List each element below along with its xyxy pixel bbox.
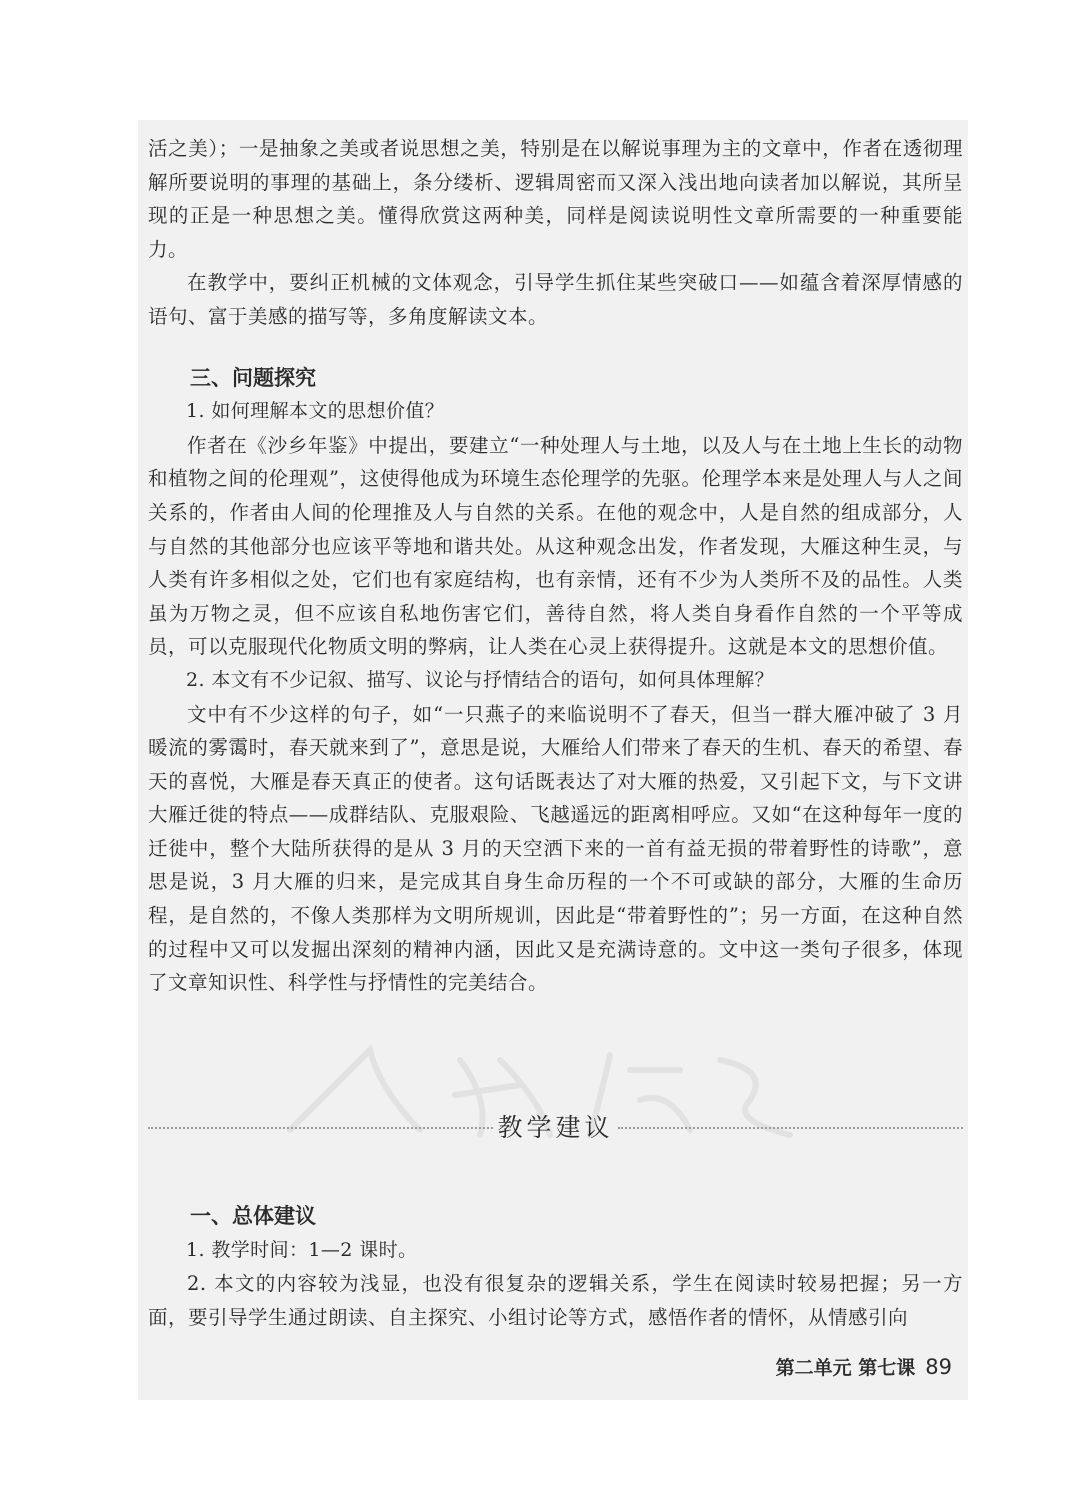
main-text-block xyxy=(148,132,963,1000)
question-2: 2. 本文有不少记叙、描写、议论与抒情结合的语句，如何具体理解？ xyxy=(186,668,774,691)
section-heading-problem-inquiry: 三、问题探究 xyxy=(190,365,316,390)
answer-2: 文中有不少这样的句子，如“一只燕子的来临说明不了春天，但当一群大雁冲破了 3 月暖流的雾霭时，春天就来到了”，意思是说，大雁给人们带来了春天的生机、春天的希望、春天的喜悦，大雁是春天真正的使者。这句话既表达了对大雁的热爱，又引起下文，与下文讲大雁迁徙的特点——成群结队、克服艰险、飞越遥远的距离相呼应。又如“在这种每年一度的迁徙中，整个大陆所获得的是从 3 月的天空洒下来的一首有益无损的带着野性的诗歌”，意思是说，3 月大雁的归来，是完成其自身生命历程的一个不可或缺的部分，大雁的生命历程，是自然的，不像人类那样为文明所规训，因此是“带着野性的”；另一方面，在这种自然的过程中又可以发掘出深刻的精神内涵，因此又是充满诗意的。文中这一类句子很多，体现了文章知识性、科学性与抒情性的完美结合。 xyxy=(148,702,963,995)
section-heading-overall-suggestions: 一、总体建议 xyxy=(190,1204,316,1228)
page-number: 89 xyxy=(925,1355,952,1379)
suggestion-item-1: 1. 教学时间：1—2 课时。 xyxy=(186,1238,418,1261)
footer-unit-label: 第二单元 第七课 xyxy=(775,1357,916,1379)
page-footer xyxy=(776,1352,952,1383)
paragraph-continuation: 活之美）；一是抽象之美或者说思想之美，特别是在以解说事理为主的文章中，作者在透彻理解所要说明的事理的基础上，条分缕析、逻辑周密而又深入浅出地向读者加以解说，其所呈现的正是一种思想之美。懂得欣赏这两种美，同样是阅读说明性文章所需要的一种重要能力。 xyxy=(148,137,963,261)
teaching-suggestions-block xyxy=(148,1200,963,1334)
question-1: 1. 如何理解本文的思想价值？ xyxy=(186,400,445,423)
suggestion-item-2: 2. 本文的内容较为浅显，也没有很复杂的逻辑关系，学生在阅读时较易把握；另一方面，要引导学生通过朗读、自主探究、小组讨论等方式，感悟作者的情怀，从情感引向 xyxy=(148,1272,963,1329)
section-divider xyxy=(148,1108,963,1148)
answer-1: 作者在《沙乡年鉴》中提出，要建立“一种处理人与土地，以及人与在土地上生长的动物和植物之间的伦理观”，这使得他成为环境生态伦理学的先驱。伦理学本来是处理人与人之间关系的，作者由人间的伦理推及人与自然的关系。在他的观念中，人是自然的组成部分，人与自然的其他部分也应该平等地和谐共处。从这种观念出发，作者发现，大雁这种生灵，与人类有许多相似之处，它们也有家庭结构，也有亲情，还有不少为人类所不及的品性。人类虽为万物之灵，但不应该自私地伤害它们，善待自然，将人类自身看作自然的一个平等成员，可以克服现代化物质文明的弊病，让人类在心灵上获得提升。这就是本文的思想价值。 xyxy=(148,433,963,659)
divider-title: 教学建议 xyxy=(497,1113,614,1142)
paragraph-teaching-note: 在教学中，要纠正机械的文体观念，引导学生抓住某些突破口——如蕴含着深厚情感的语句、富于美感的描写等，多角度解读文本。 xyxy=(148,271,963,328)
divider-rule-right xyxy=(618,1127,963,1129)
divider-rule-left xyxy=(148,1127,493,1129)
